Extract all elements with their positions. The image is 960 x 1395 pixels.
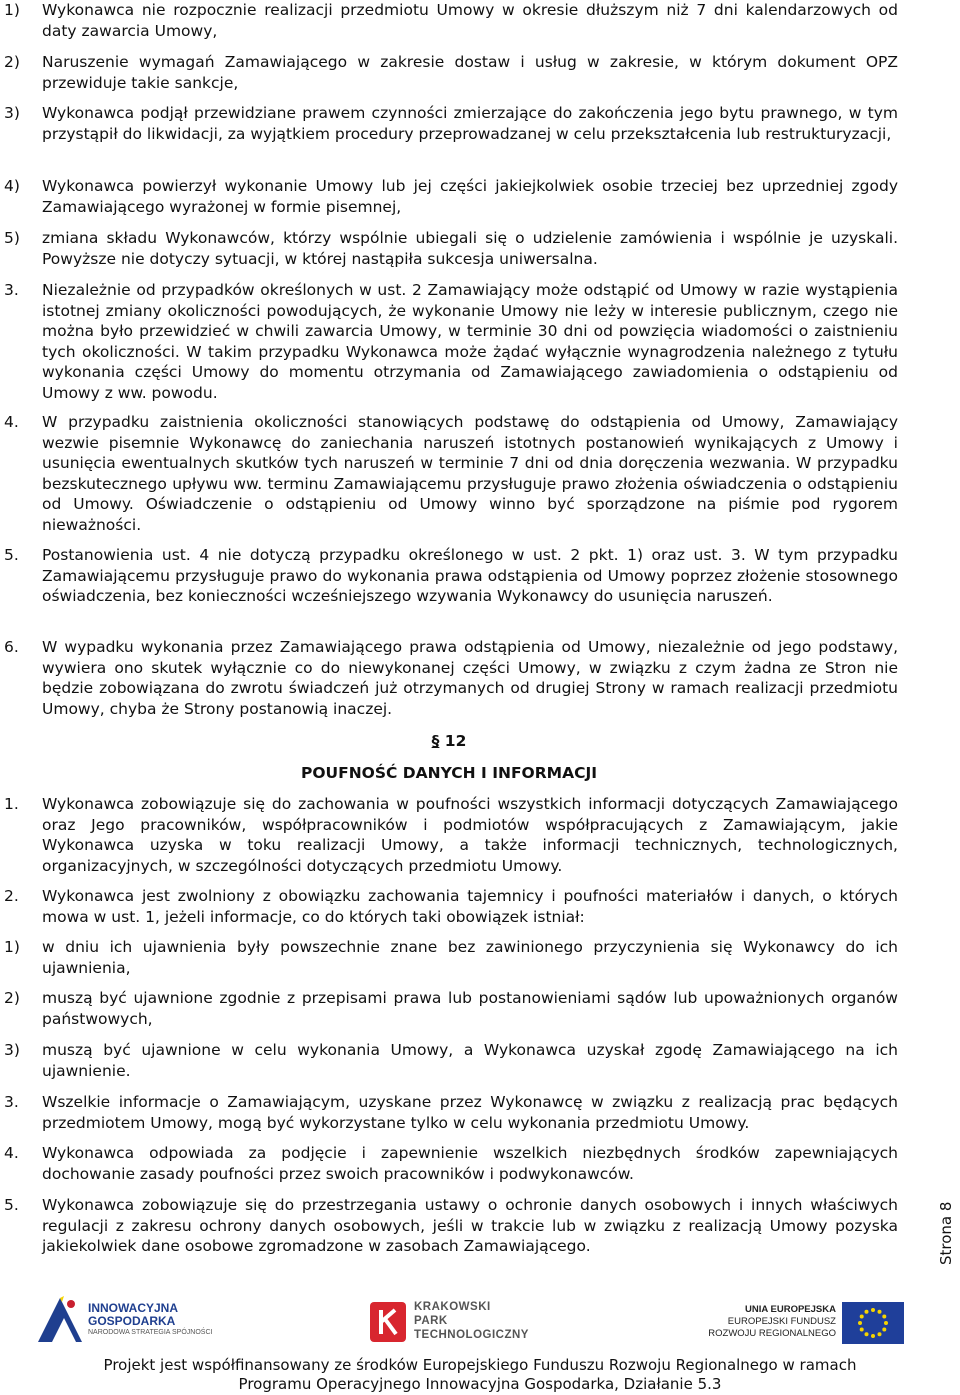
list-item <box>0 988 898 1029</box>
paragraph <box>0 1195 898 1257</box>
list-text: Naruszenie wymagań Zamawiającego w zakresie dostaw i usług w zakresie, w którym dokument OPZ przewiduje takie sankcje, <box>42 53 898 92</box>
paragraph-number: 3. <box>4 1093 19 1111</box>
paragraph <box>0 886 898 927</box>
list-item <box>0 176 898 217</box>
ig-line2: GOSPODARKA <box>88 1314 176 1328</box>
eu-flag-icon <box>842 1302 904 1344</box>
list-text: Wykonawca podjął przewidziane prawem czynności zmierzające do zakończenia jego bytu prawnego, w tym przystąpił do likwidacji, za wyjątkiem procedury przeprowadzanej w celu przekształcenia lub restrukturyzacji, <box>42 104 898 143</box>
list-item <box>0 937 898 978</box>
list-text: zmiana składu Wykonawców, którzy wspólnie ubiegali się o udzielenie zamówienia i wspólnie je uzyskali. Powyższe nie dotyczy sytuacji, w której nastąpiła sukcesja uniwersalna. <box>42 229 898 268</box>
eu-logo <box>706 1302 946 1348</box>
kpt-line1: KRAKOWSKI <box>414 1301 491 1313</box>
list-item <box>0 1040 898 1081</box>
section-number <box>0 731 898 752</box>
paragraph <box>0 412 898 537</box>
ig-emblem-icon <box>30 1296 86 1346</box>
list-text: w dniu ich ujawnienia były powszechnie znane bez zawinionego przyczynienia się Wykonawcy do ich ujawnienia, <box>42 938 898 977</box>
paragraph-number: 2. <box>4 887 19 905</box>
list-text: Wykonawca powierzył wykonanie Umowy lub jej części jakiejkolwiek osobie trzeciej bez uprzedniej zgody Zamawiającego wyrażonej w formie pisemnej, <box>42 177 898 216</box>
list-item <box>0 228 898 269</box>
paragraph <box>0 1143 898 1184</box>
list-number: 1) <box>4 1 20 19</box>
paragraph-text: Niezależnie od przypadków określonych w ust. 2 Zamawiający może odstąpić od Umowy w razie wystąpienia istotnej zmiany okoliczności powodujących, że wykonanie Umowy nie leży w interesie publicznym, czego nie można było przewidzieć w chwili zawarcia Umowy, w terminie 30 dni od powzięcia wiadomości o zaistnieniu tych okoliczności. W takim przypadku Wykonawca może żądać wyłącznie wynagrodzenia należnego z tytułu wykonania części Umowy do momentu otrzymania od Zamawiającego zawiadomienia o odstąpieniu od Umowy z ww. powodu. <box>42 281 898 402</box>
ue-line3: ROZWOJU REGIONALNEGO <box>708 1328 836 1339</box>
paragraph-text: Wykonawca jest zwolniony z obowiązku zachowania tajemnicy i poufności materiałów i danych, o których mowa w ust. 1, jeżeli informacje, co do których taki obowiązek istniał: <box>42 887 898 926</box>
paragraph-text: Wykonawca zobowiązuje się do zachowania w poufności wszystkich informacji dotyczących Zamawiającego oraz Jego pracowników, współpracowników i podmiotów współpracujących z Zamawiającym, jakie Wykonawca uzyska w toku realizacji Umowy, a także informacji technicznych, technologicznych, organizacyjnych, w szczególności dotyczących przedmiotu Umowy. <box>42 795 898 875</box>
paragraph <box>0 1092 898 1133</box>
footer-line2: Programu Operacyjnego Innowacyjna Gospodarka, Działanie 5.3 <box>238 1375 722 1393</box>
paragraph-number: 6. <box>4 638 19 656</box>
list-number: 1) <box>4 938 20 956</box>
ue-line2: EUROPEJSKI FUNDUSZ <box>727 1316 836 1327</box>
list-item <box>0 103 898 165</box>
krakowski-park-logo <box>368 1298 548 1346</box>
ig-line1: INNOWACYJNA <box>88 1301 179 1315</box>
paragraph <box>0 637 898 720</box>
paragraph-number: 5. <box>4 1196 19 1214</box>
paragraph-number: 4. <box>4 1144 19 1162</box>
kpt-emblem-icon <box>368 1300 408 1344</box>
list-text: muszą być ujawnione zgodnie z przepisami prawa lub postanowieniami sądów lub upoważnionych organów państwowych, <box>42 989 898 1028</box>
list-number: 2) <box>4 989 20 1007</box>
paragraph <box>0 794 898 877</box>
section-number-value: 12 <box>444 732 467 750</box>
list-number: 3) <box>4 104 20 122</box>
innowacyjna-gospodarka-logo <box>30 1296 220 1346</box>
list-text: muszą być ujawnione w celu wykonania Umowy, a Wykonawca uzyskał zgodę Zamawiającego na ich ujawnienie. <box>42 1041 898 1080</box>
paragraph <box>0 280 898 405</box>
list-number: 2) <box>4 53 20 71</box>
footer-line1: Projekt jest współfinansowany ze środków Europejskiego Funduszu Rozwoju Regionalnego w ramach <box>103 1356 857 1374</box>
section-symbol: § <box>431 732 440 750</box>
paragraph-number: 1. <box>4 795 19 813</box>
list-number: 4) <box>4 177 20 195</box>
paragraph-number: 5. <box>4 546 19 564</box>
ig-line3: NARODOWA STRATEGIA SPÓJNOŚCI <box>88 1329 213 1336</box>
list-number: 3) <box>4 1041 20 1059</box>
paragraph-text: W wypadku wykonania przez Zamawiającego prawa odstąpienia od Umowy, niezależnie od jego podstawy, wywiera ono skutek wyłącznie co do niewykonanej części Umowy, w związku z czym żadna ze Stron nie będzie zobowiązana do zwrotu świadczeń już otrzymanych od drugiej Strony w ramach realizacji przedmiotu Umowy, chyba że Strony postanowią inaczej. <box>42 638 898 718</box>
paragraph-text: Wszelkie informacje o Zamawiającym, uzyskane przez Wykonawcę w związku z realizacją prac będących przedmiotem Umowy, mogą być wykorzystane tylko w celu wykonania przedmiotu Umowy. <box>42 1093 898 1132</box>
paragraph-text: Postanowienia ust. 4 nie dotyczą przypadku określonego w ust. 2 pkt. 1) oraz ust. 3. W tym przypadku Zamawiającemu przysługuje prawo do wykonania prawa odstąpienia od Umowy poprzez złożenie stosownego oświadczenia, bez konieczności wcześniejszego wzywania Wykonawcy do usunięcia naruszeń. <box>42 546 898 605</box>
page-number: Strona 8 <box>937 1201 955 1265</box>
paragraph-text: Wykonawca zobowiązuje się do przestrzegania ustawy o ochronie danych osobowych i innych właściwych regulacji z zakresu ochrony danych osobowych, jeśli w trakcie lub w związku z realizacją Umowy pozyska jakiekolwiek dane osobowe zgromadzone w zasobach Zamawiającego. <box>42 1196 898 1255</box>
list-item <box>0 52 898 93</box>
paragraph <box>0 545 898 628</box>
paragraph-text: Wykonawca odpowiada za podjęcie i zapewnienie wszelkich niezbędnych środków zapewniających dochowanie zasady poufności przez swoich pracowników i podwykonawców. <box>42 1144 898 1183</box>
list-text: Wykonawca nie rozpocznie realizacji przedmiotu Umowy w okresie dłuższym niż 7 dni kalendarzowych od daty zawarcia Umowy, <box>42 1 898 40</box>
kpt-line3: TECHNOLOGICZNY <box>414 1329 529 1341</box>
list-number: 5) <box>4 229 20 247</box>
ue-line1: UNIA EUROPEJSKA <box>745 1304 836 1315</box>
kpt-line2: PARK <box>414 1315 448 1327</box>
list-item <box>0 0 898 41</box>
paragraph-text: W przypadku zaistnienia okoliczności stanowiących podstawę do odstąpienia od Umowy, Zamawiający wezwie pisemnie Wykonawcę do zaniechania naruszeń istotnych postanowień wynikających z Umowy i usunięcia ewentualnych skutków tych naruszeń w terminie 7 dni od dnia doręczenia wezwania. W przypadku bezskutecznego upływu ww. terminu Zamawiającemu przysługuje prawo złożenia oświadczenia o odstąpieniu od Umowy. Oświadczenie o odstąpieniu od Umowy winno być sporządzone na piśmie pod rygorem nieważności. <box>42 413 898 534</box>
section-title: POUFNOŚĆ DANYCH I INFORMACJI <box>301 764 597 782</box>
paragraph-number: 3. <box>4 281 19 299</box>
paragraph-number: 4. <box>4 413 19 431</box>
